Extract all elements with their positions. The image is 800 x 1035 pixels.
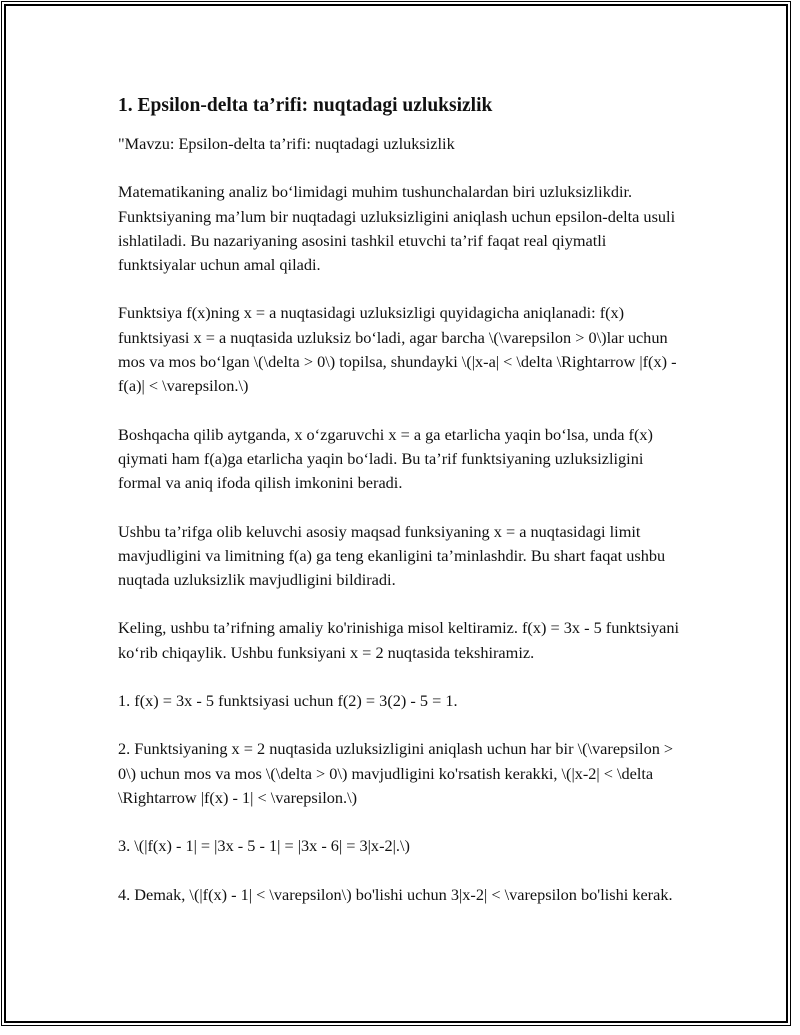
paragraph-example-intro: Keling, ushbu ta’rifning amaliy ko'rinishiga misol keltiramiz. f(x) = 3x - 5 funktsiyani ko‘rib chiqaylik. Ushbu funksiyani x = 2 nuqtasida tekshiramiz. — [118, 618, 680, 662]
example-step-3: 3. \(|f(x) - 1| = |3x - 5 - 1| = |3x - 6| = 3|x-2|.\) — [118, 836, 410, 856]
topic-line: "Mavzu: Epsilon-delta ta’rifi: nuqtadagi uzluksizlik — [118, 134, 455, 153]
document-body — [118, 94, 688, 931]
paragraph-definition: Funktsiya f(x)ning x = a nuqtasidagi uzluksizligi quyidagicha aniqlanadi: f(x) funktsiyasi x = a nuqtasida uzluksiz bo‘ladi, agar barcha \(\varepsilon > 0\)lar uchun mos va mos bo‘lgan \(\delta > 0\) topilsa, shundayki \(|x-a| < \delta \Rightarrow |f(x) - f(a)| < \varepsilon.\) — [118, 303, 677, 396]
example-step-2: 2. Funktsiyaning x = 2 nuqtasida uzluksizligini aniqlash uchun har bir \(\varepsilon > 0\) uchun mos va mos \(\delta > 0\) mavjudligini ko'rsatish kerakki, \(|x-2| < \delta \Rightarrow |f(x) - 1| < \varepsilon.\) — [118, 739, 674, 807]
example-step-4: 4. Demak, \(|f(x) - 1| < \varepsilon\) bo'lishi uchun 3|x-2| < \varepsilon bo'lishi kerak. — [118, 884, 673, 904]
paragraph-intro: Matematikaning analiz bo‘limidagi muhim tushunchalardan biri uzluksizlikdir. Funktsiyaning ma’lum bir nuqtadagi uzluksizligini aniqlash uchun epsilon-delta usuli ishlatiladi. Bu nazariyaning asosini tashkil etuvchi ta’rif faqat real qiymatli funktsiyalar uchun amal qiladi. — [118, 182, 676, 275]
example-step-1: 1. f(x) = 3x - 5 funktsiyasi uchun f(2) = 3(2) - 5 = 1. — [118, 691, 458, 711]
paragraph-purpose: Ushbu ta’rifga olib keluvchi asosiy maqsad funksiyaning x = a nuqtasidagi limit mavjudligini va limitning f(a) ga teng ekanligini ta’minlashdir. Bu shart faqat ushbu nuqtada uzluksizlik mavjudligini bildiradi. — [118, 521, 666, 590]
document-heading: 1. Epsilon-delta ta’rifi: nuqtadagi uzluksizlik — [118, 95, 493, 116]
paragraph-explanation: Boshqacha qilib aytganda, x o‘zgaruvchi x = a ga etarlicha yaqin bo‘lsa, unda f(x) qiymati ham f(a)ga etarlicha yaqin bo‘ladi. Bu ta’rif funktsiyaning uzluksizligini formal va aniq ifoda qilish imkonini beradi. — [118, 424, 653, 493]
